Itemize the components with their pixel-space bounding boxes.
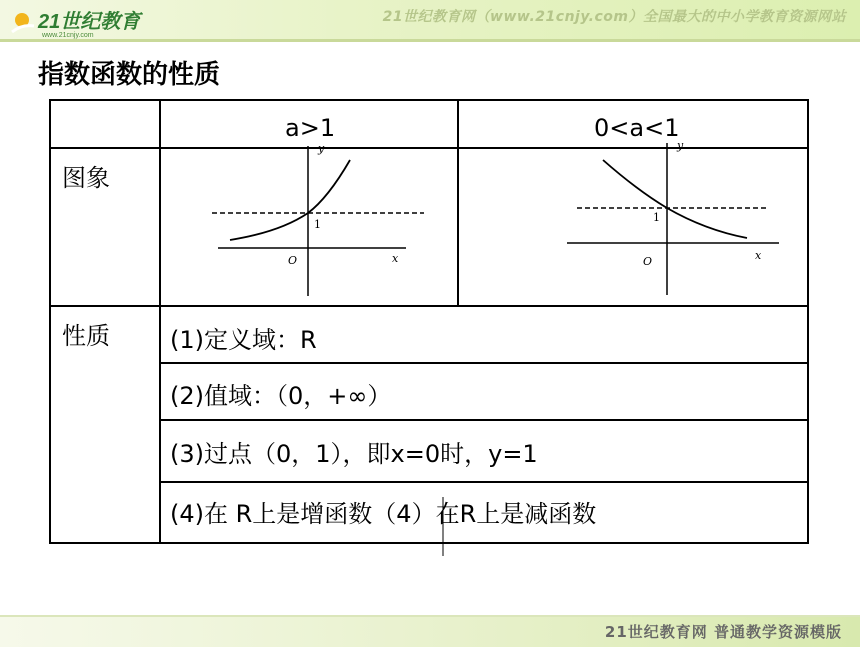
header-a-between-0-1: 0<a<1: [594, 114, 680, 142]
footer-banner: [0, 615, 860, 647]
property-monotonicity: (4)在 R上是增函数（4）在R上是减函数: [170, 500, 597, 528]
x-axis-label: x: [392, 252, 399, 265]
graph-increasing: [210, 140, 430, 300]
logo-url-text: www.21cnjy.com: [42, 32, 94, 39]
logo-text: 21世纪教育: [38, 11, 141, 33]
row-label-graph: 图象: [62, 164, 110, 192]
origin-label: O: [288, 254, 298, 267]
y-axis-label: y: [677, 139, 684, 152]
property-range: (2)值域：（0，+∞）: [170, 382, 392, 410]
property-fixed-point: (3)过点（0，1），即x=0时，y=1: [170, 440, 538, 468]
row-label-properties: 性质: [62, 322, 110, 350]
footer-tagline: 21世纪教育网 普通教学资源模版: [604, 623, 842, 641]
graph-decreasing: [565, 135, 785, 300]
origin-label: O: [643, 255, 653, 268]
intercept-label: 1: [314, 218, 321, 231]
x-axis-label: x: [755, 249, 762, 262]
header-a-greater-1: a>1: [285, 114, 336, 142]
property-domain: (1)定义域：R: [170, 326, 317, 354]
site-tagline: 21世纪教育网（www.21cnjy.com）全国最大的中小学教育资源网站: [382, 9, 846, 25]
intercept-label: 1: [653, 211, 660, 224]
y-axis-label: y: [318, 142, 325, 155]
page-title: 指数函数的性质: [38, 60, 221, 90]
